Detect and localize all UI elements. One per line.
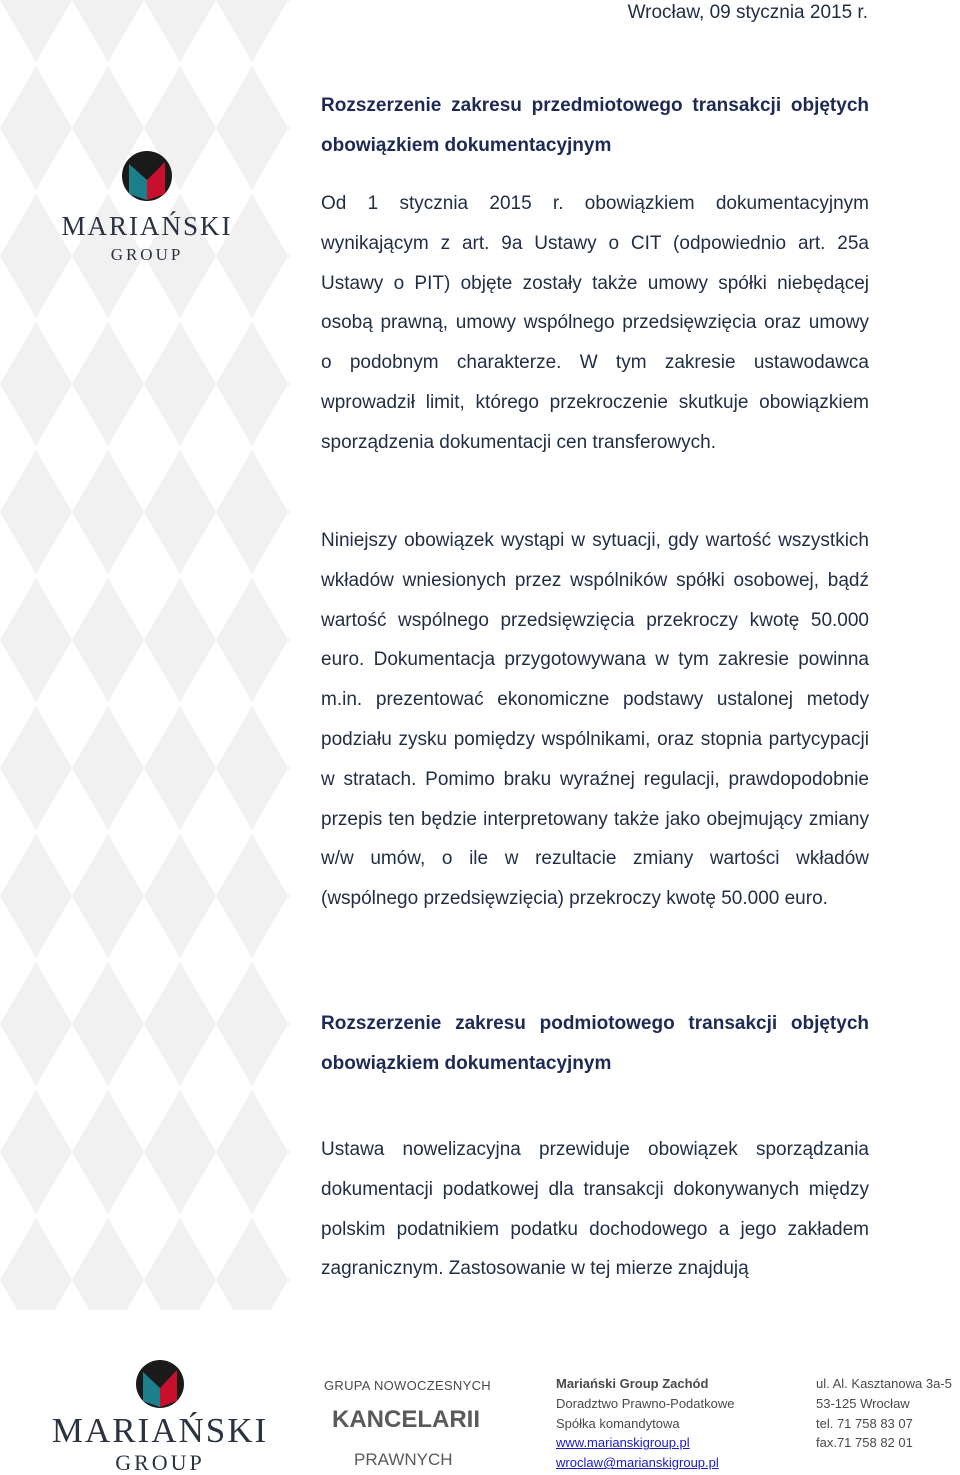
page-footer: [0, 1340, 960, 1474]
footer-logo-mark-icon: [136, 1360, 184, 1408]
section-transactions-subject: [321, 86, 869, 165]
section2-heading: Rozszerzenie zakresu podmiotowego transakcji objętych obowiązkiem dokumentacyjnym: [321, 1013, 869, 1074]
section1-para2-wrap: [321, 521, 869, 919]
footer-email-link[interactable]: wroclaw@marianskigroup.pl: [556, 1455, 719, 1471]
section2-paragraph-1: Ustawa nowelizacyjna przewiduje obowiązek sporządzania dokumentacji podatkowej dla transakcji dokonywanych między polskim podatnikiem podatku dochodowego a jego zakładem zagranicznym. Zastosowanie w tej mierze znajdują: [321, 1139, 869, 1280]
footer-street: ul. Al. Kasztanowa 3a-5: [816, 1376, 952, 1391]
footer-address-block: [816, 1374, 952, 1453]
section1-para1-wrap: [321, 184, 869, 463]
footer-fax: fax.71 758 82 01: [816, 1435, 913, 1451]
section2-para1-wrap: [321, 1130, 869, 1289]
footer-prawnych-text: PRAWNYCH: [354, 1450, 453, 1469]
footer-logo: [36, 1350, 286, 1470]
document-date: Wrocław, 09 stycznia 2015 r.: [627, 2, 868, 23]
section-transactions-scope: [321, 1004, 869, 1083]
footer-website-link[interactable]: www.marianskigroup.pl: [556, 1435, 690, 1451]
company-logo: [52, 148, 242, 268]
section1-paragraph-2: Niniejszy obowiązek wystąpi w sytuacji, gdy wartość wszystkich wkładów wniesionych przez wspólników spółki osobowej, bądź wartość wspólnego przedsięwzięcia przekroczy kwotę 50.000 euro. Dokumentacja przygotowywana w tym zakresie powinna m.in. prezentować ekonomiczne podstawy ustalonej metody podziału zysku pomiędzy wspólnikami, oraz stopnia partycypacji w stratach. Pomimo braku wyraźnej regulacji, prawdopodobnie przepis ten będzie interpretowany także jako obejmujący zmiany w/w umów, o ile w rezultacie zmiany wartości wkładów (wspólnego przedsięwzięcia) przekroczy kwotę 50.000 euro.: [321, 530, 869, 910]
logo-brand-text: MARIAŃSKI: [61, 211, 233, 241]
footer-logo-group: GROUP: [115, 1450, 205, 1470]
footer-company-line3: Spółka komandytowa: [556, 1415, 680, 1431]
section1-paragraph-1: Od 1 stycznia 2015 r. obowiązkiem dokumentacyjnym wynikającym z art. 9a Ustawy o CIT (odpowiednio art. 25a Ustawy o PIT) objęte zostały także umowy spółki niebędącej osobą prawną, umowy wspólnego przedsięwzięcia oraz umowy o podobnym charakterze. W tym zakresie ustawodawca wprowadził limit, którego przekroczenie skutkuje obowiązkiem sporządzenia dokumentacji cen transferowych.: [321, 193, 869, 453]
footer-company-name: Mariański Group Zachód: [556, 1376, 709, 1391]
footer-company-block: [556, 1374, 734, 1473]
logo-mark-icon: [122, 151, 172, 201]
footer-tel: tel. 71 758 83 07: [816, 1415, 913, 1431]
section1-heading: Rozszerzenie zakresu przedmiotowego transakcji objętych obowiązkiem dokumentacyjnym: [321, 95, 869, 156]
footer-company-line2: Doradztwo Prawno-Podatkowe: [556, 1395, 735, 1411]
footer-logo-brand: MARIAŃSKI: [51, 1411, 269, 1450]
footer-grupa-text: GRUPA NOWOCZESNYCH: [324, 1378, 491, 1393]
footer-city: 53-125 Wrocław: [816, 1395, 910, 1411]
logo-group-text: GROUP: [110, 245, 184, 264]
footer-kancelarii-text: KANCELARII: [332, 1406, 480, 1433]
